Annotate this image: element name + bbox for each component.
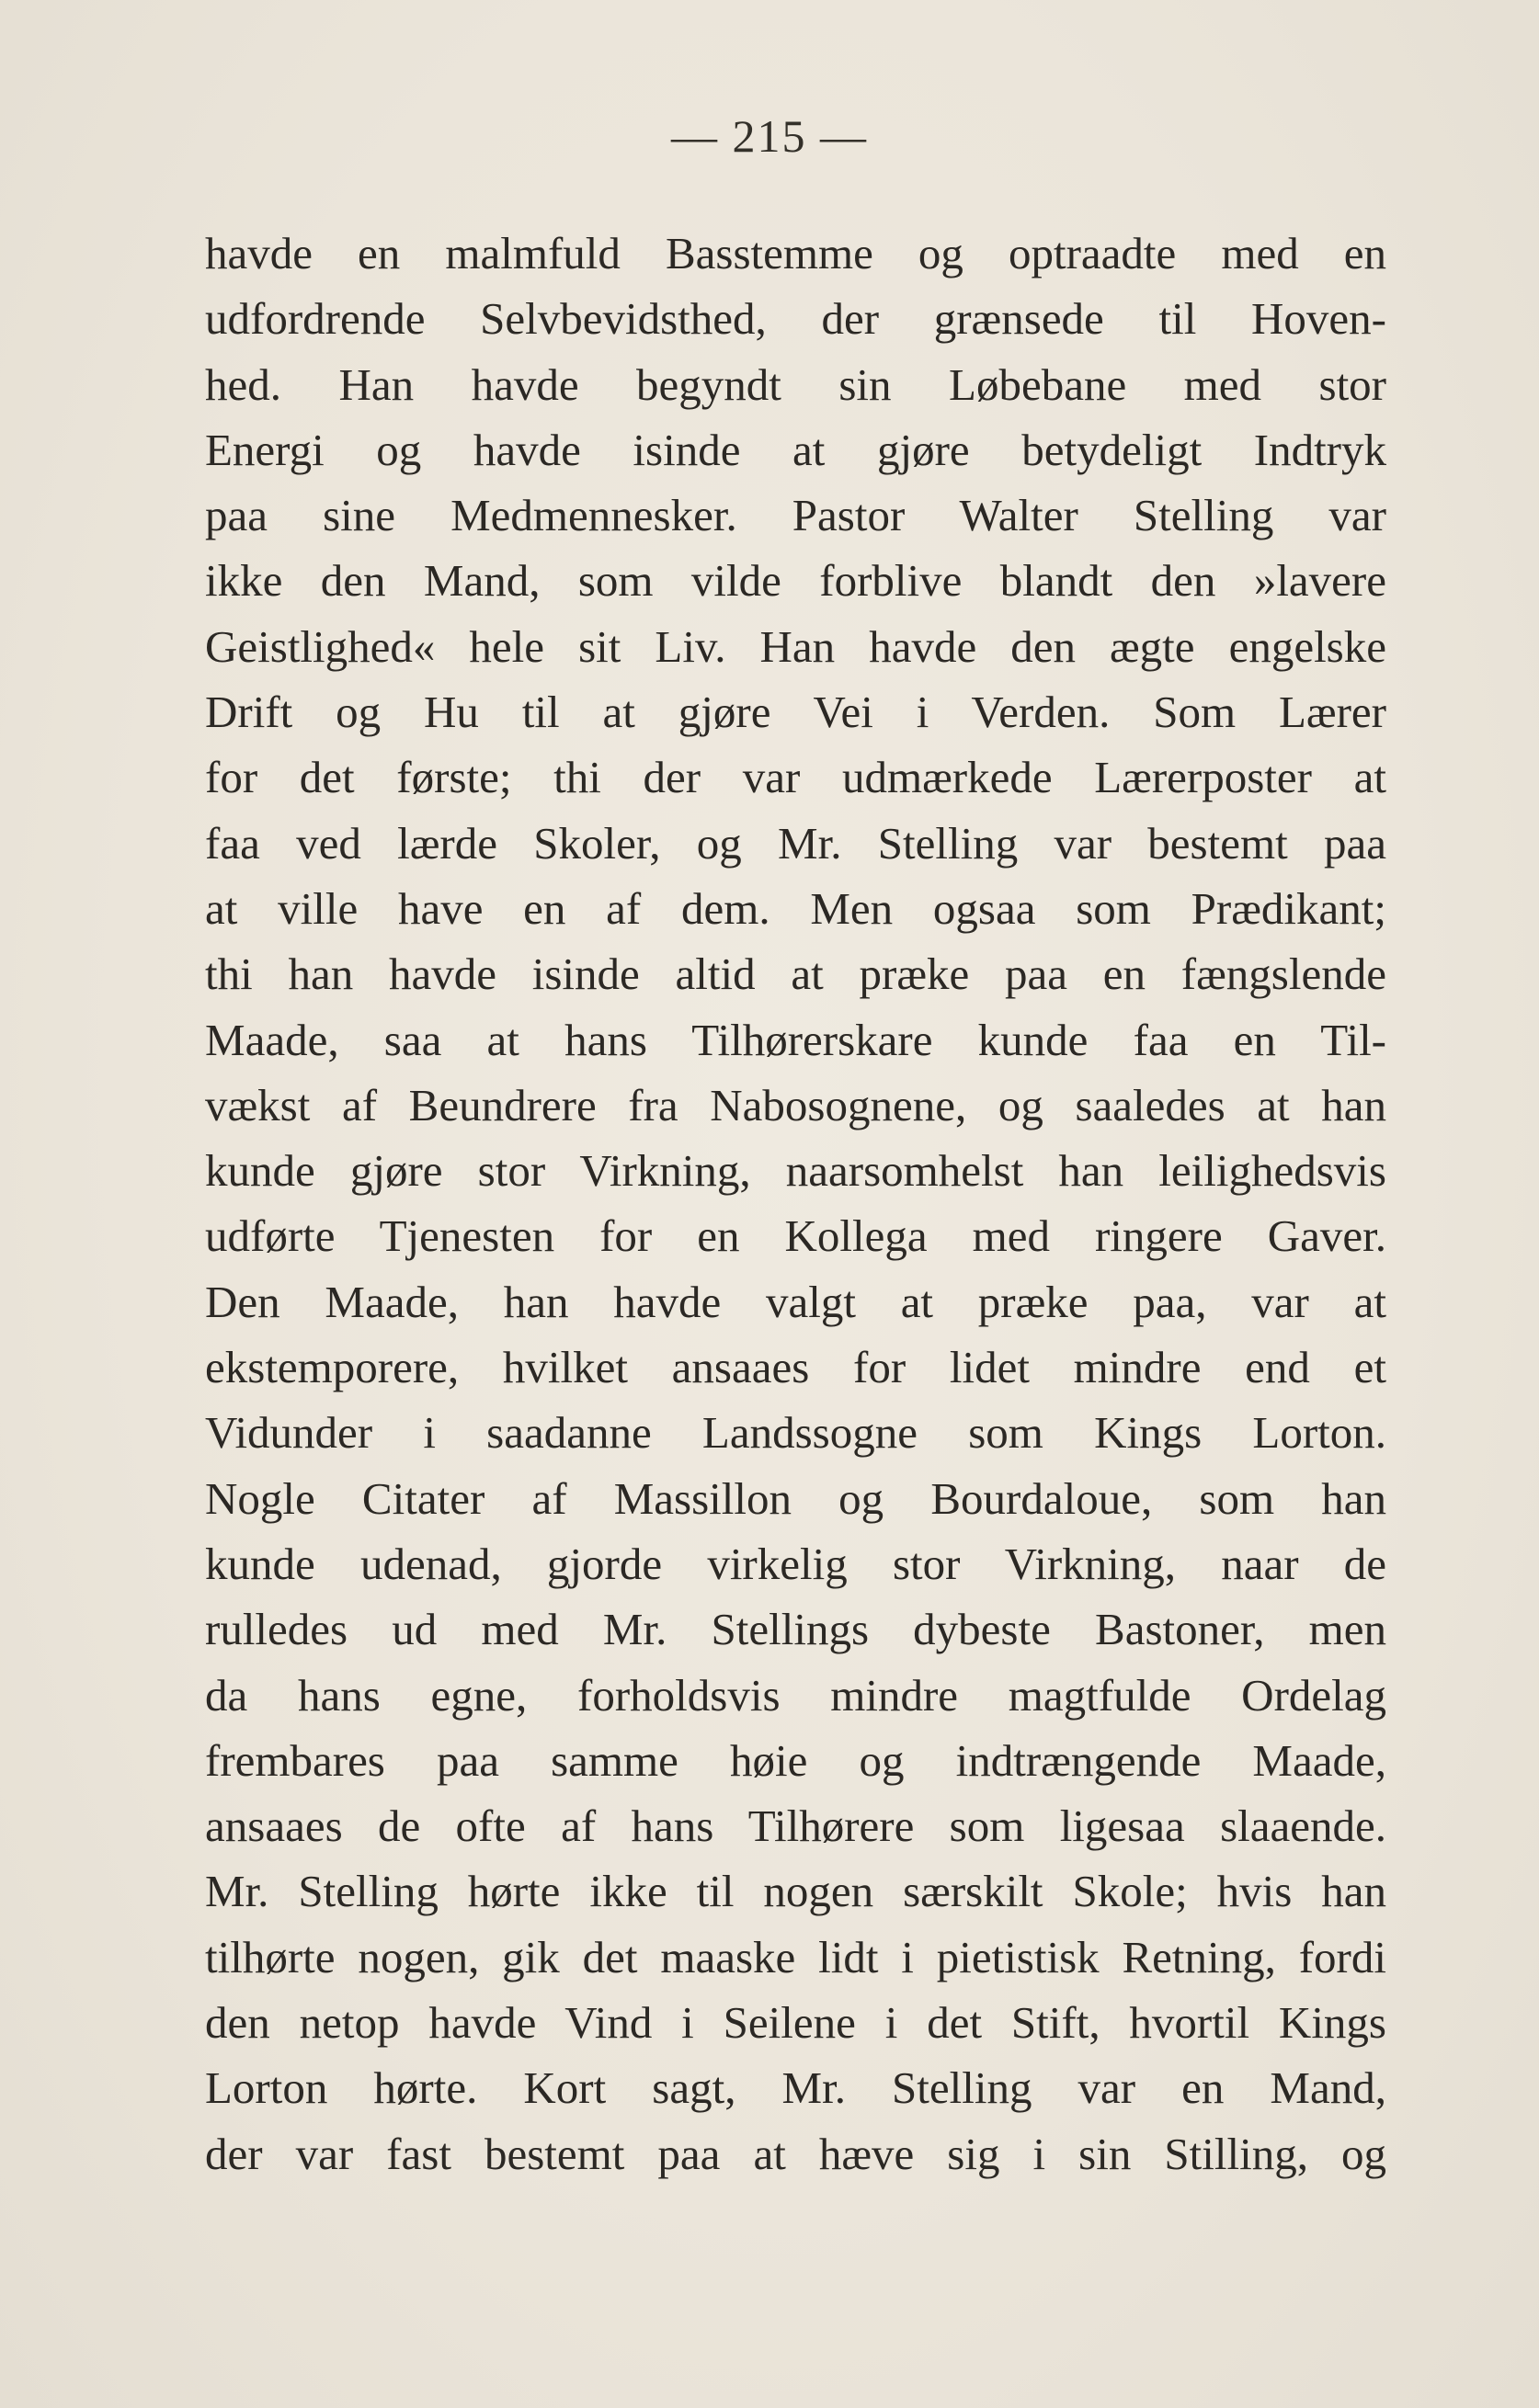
text-line: den netop havde Vind i Seilene i det Stift, hvortil Kings xyxy=(205,1997,1386,2049)
text-line: kunde udenad, gjorde virkelig stor Virkning, naar de xyxy=(205,1538,1386,1589)
text-line: Maade, saa at hans Tilhørerskare kunde faa en Til- xyxy=(205,1014,1386,1065)
text-line: ekstemporere, hvilket ansaaes for lidet mindre end et xyxy=(205,1342,1386,1393)
text-line: Geistlighed« hele sit Liv. Han havde den ægte engelske xyxy=(205,620,1386,672)
text-line: Vidunder i saadanne Landssogne som Kings Lorton. xyxy=(205,1407,1386,1459)
text-line: da hans egne, forholdsvis mindre magtfulde Ordelag xyxy=(205,1669,1386,1721)
text-line: Lorton hørte. Kort sagt, Mr. Stelling var en Mand, xyxy=(205,2062,1386,2114)
text-line: ikke den Mand, som vilde forblive blandt den »lavere xyxy=(205,555,1386,607)
text-line: udfordrende Selvbevidsthed, der grænsede til Hoven- xyxy=(205,293,1386,345)
text-line: kunde gjøre stor Virkning, naarsomhelst han leilighedsvis xyxy=(205,1145,1386,1197)
text-line: Energi og havde isinde at gjøre betydeligt Indtryk xyxy=(205,424,1386,475)
text-line: der var fast bestemt paa at hæve sig i sin Stilling, og xyxy=(205,2128,1386,2179)
text-line: thi han havde isinde altid at præke paa en fængslende xyxy=(205,948,1386,1000)
text-line: ansaaes de ofte af hans Tilhørere som ligesaa slaaende. xyxy=(205,1800,1386,1852)
text-line: havde en malmfuld Basstemme og optraadte med en xyxy=(205,228,1386,278)
text-line: rulledes ud med Mr. Stellings dybeste Bastoner, men xyxy=(205,1604,1386,1655)
text-line: faa ved lærde Skoler, og Mr. Stelling var bestemt paa xyxy=(205,817,1386,869)
page-number: — 215 — xyxy=(671,110,868,162)
text-line: Nogle Citater af Massillon og Bourdaloue, som han xyxy=(205,1472,1386,1524)
text-line: Mr. Stelling hørte ikke til nogen særskilt Skole; hvis han xyxy=(205,1866,1386,1917)
text-line: hed. Han havde begyndt sin Løbebane med stor xyxy=(205,358,1386,410)
text-line: for det første; thi der var udmærkede Lærerposter at xyxy=(205,752,1386,803)
text-line: paa sine Medmennesker. Pastor Walter Stelling var xyxy=(205,490,1386,541)
text-line: frembares paa samme høie og indtrængende Maade, xyxy=(205,1734,1386,1786)
text-line: vækst af Beundrere fra Nabosognene, og saaledes at han xyxy=(205,1079,1386,1130)
text-line: udførte Tjenesten for en Kollega med ringere Gaver. xyxy=(205,1210,1386,1262)
text-line: Den Maade, han havde valgt at præke paa, var at xyxy=(205,1276,1386,1327)
text-line: tilhørte nogen, gik det maaske lidt i pietistisk Retning, fordi xyxy=(205,1931,1386,1982)
body-text xyxy=(205,221,1386,2187)
text-line: Drift og Hu til at gjøre Vei i Verden. Som Lærer xyxy=(205,687,1386,738)
text-line: at ville have en af dem. Men ogsaa som Prædikant; xyxy=(205,882,1386,934)
